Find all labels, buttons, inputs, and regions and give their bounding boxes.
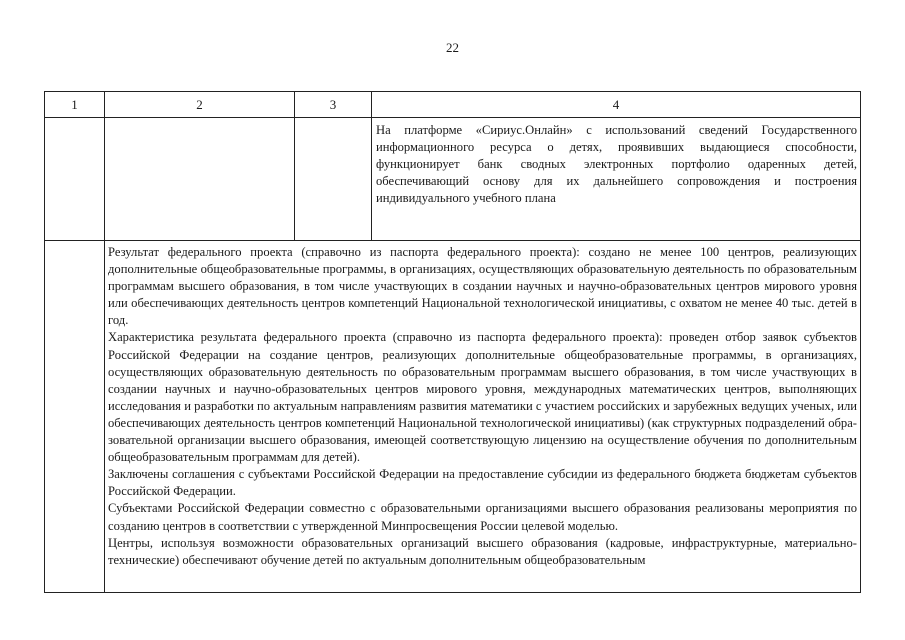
header-cell-col3: 3 xyxy=(295,92,372,118)
header-cell-col4: 4 xyxy=(372,92,861,118)
table-row xyxy=(45,241,861,593)
table-cell-merged-text xyxy=(105,241,861,593)
paragraph-agreements: Заключены соглашения с субъектами Российской Федерации на предоставление субсидии из федерального бюджета бюджетам субъектов Российской Федерации. xyxy=(108,467,857,499)
paragraph-characteristic: Характеристика результата федерального проекта (справочно из паспорта федерального проекта): проведен отбор заявок субъектов Российской Федерации на создание центров, реализующих дополнительные общеобразовательные программы, в организациях, осуществляющих образовательную деятельность по образовательным программам высшего образования, в том числе участвующих в создании научных и научно-образовательных центров мирового уровня, международных математических центров, выполняющих исследования и разработки по актуальным направлениям развития математики с участием российских и зарубежных ведущих ученых, или обеспечивающих деятельность центров компетенций Национальной технологической инициативы) (как структурных подразделений образовательной организации высшего образования, имеющей соответствующую лицензию на осуществление обучения по дополнительным общеобразовательным программам для детей). xyxy=(108,330,857,465)
table-cell-empty xyxy=(45,241,105,593)
paragraph-implementation: Субъектами Российской Федерации совместно с образовательными организациями высшего образования реализованы мероприятия по созданию центров в соответствии с утвержденной Минпросвещения России целевой моделью. xyxy=(108,501,857,533)
header-cell-col1: 1 xyxy=(45,92,105,118)
table-cell-description: На платформе «Сириус.Онлайн» с использований сведений Государственного информационного ресурса о детях, проявивших выдающиеся способности, функционирует банк сводных электронных портфолио одаренных детей, обеспечивающий основу для их дальнейшего сопровождения и построения индивидуального учебного плана xyxy=(372,118,861,241)
table-row xyxy=(45,118,861,241)
results-table xyxy=(44,91,861,593)
paragraph-centers: Центры, используя возможности образовательных организаций высшего образования (кадровые, инфраструктурные, материально-технические) обеспечивают обучение детей по актуальным дополнительным общеобразовательным xyxy=(108,535,857,567)
table-header-row xyxy=(45,92,861,118)
paragraph-result: Результат федерального проекта (справочно из паспорта федерального проекта): создано не менее 100 центров, реализующих дополнительные общеобразовательные программы, в организациях, осуществляющих образовательную деятельность по образовательным программам высшего образования, в том числе участвующих в создании научных и научно-образовательных центров мирового уровня или обеспечивающих деятельность центров компетенций Национальной технологической инициативы, с охватом не менее 40 тыс. детей в год. xyxy=(108,245,857,328)
table-cell-empty xyxy=(45,118,105,241)
header-cell-col2: 2 xyxy=(105,92,295,118)
page-number: 22 xyxy=(446,40,459,55)
table-cell-empty xyxy=(295,118,372,241)
table-cell-empty xyxy=(105,118,295,241)
